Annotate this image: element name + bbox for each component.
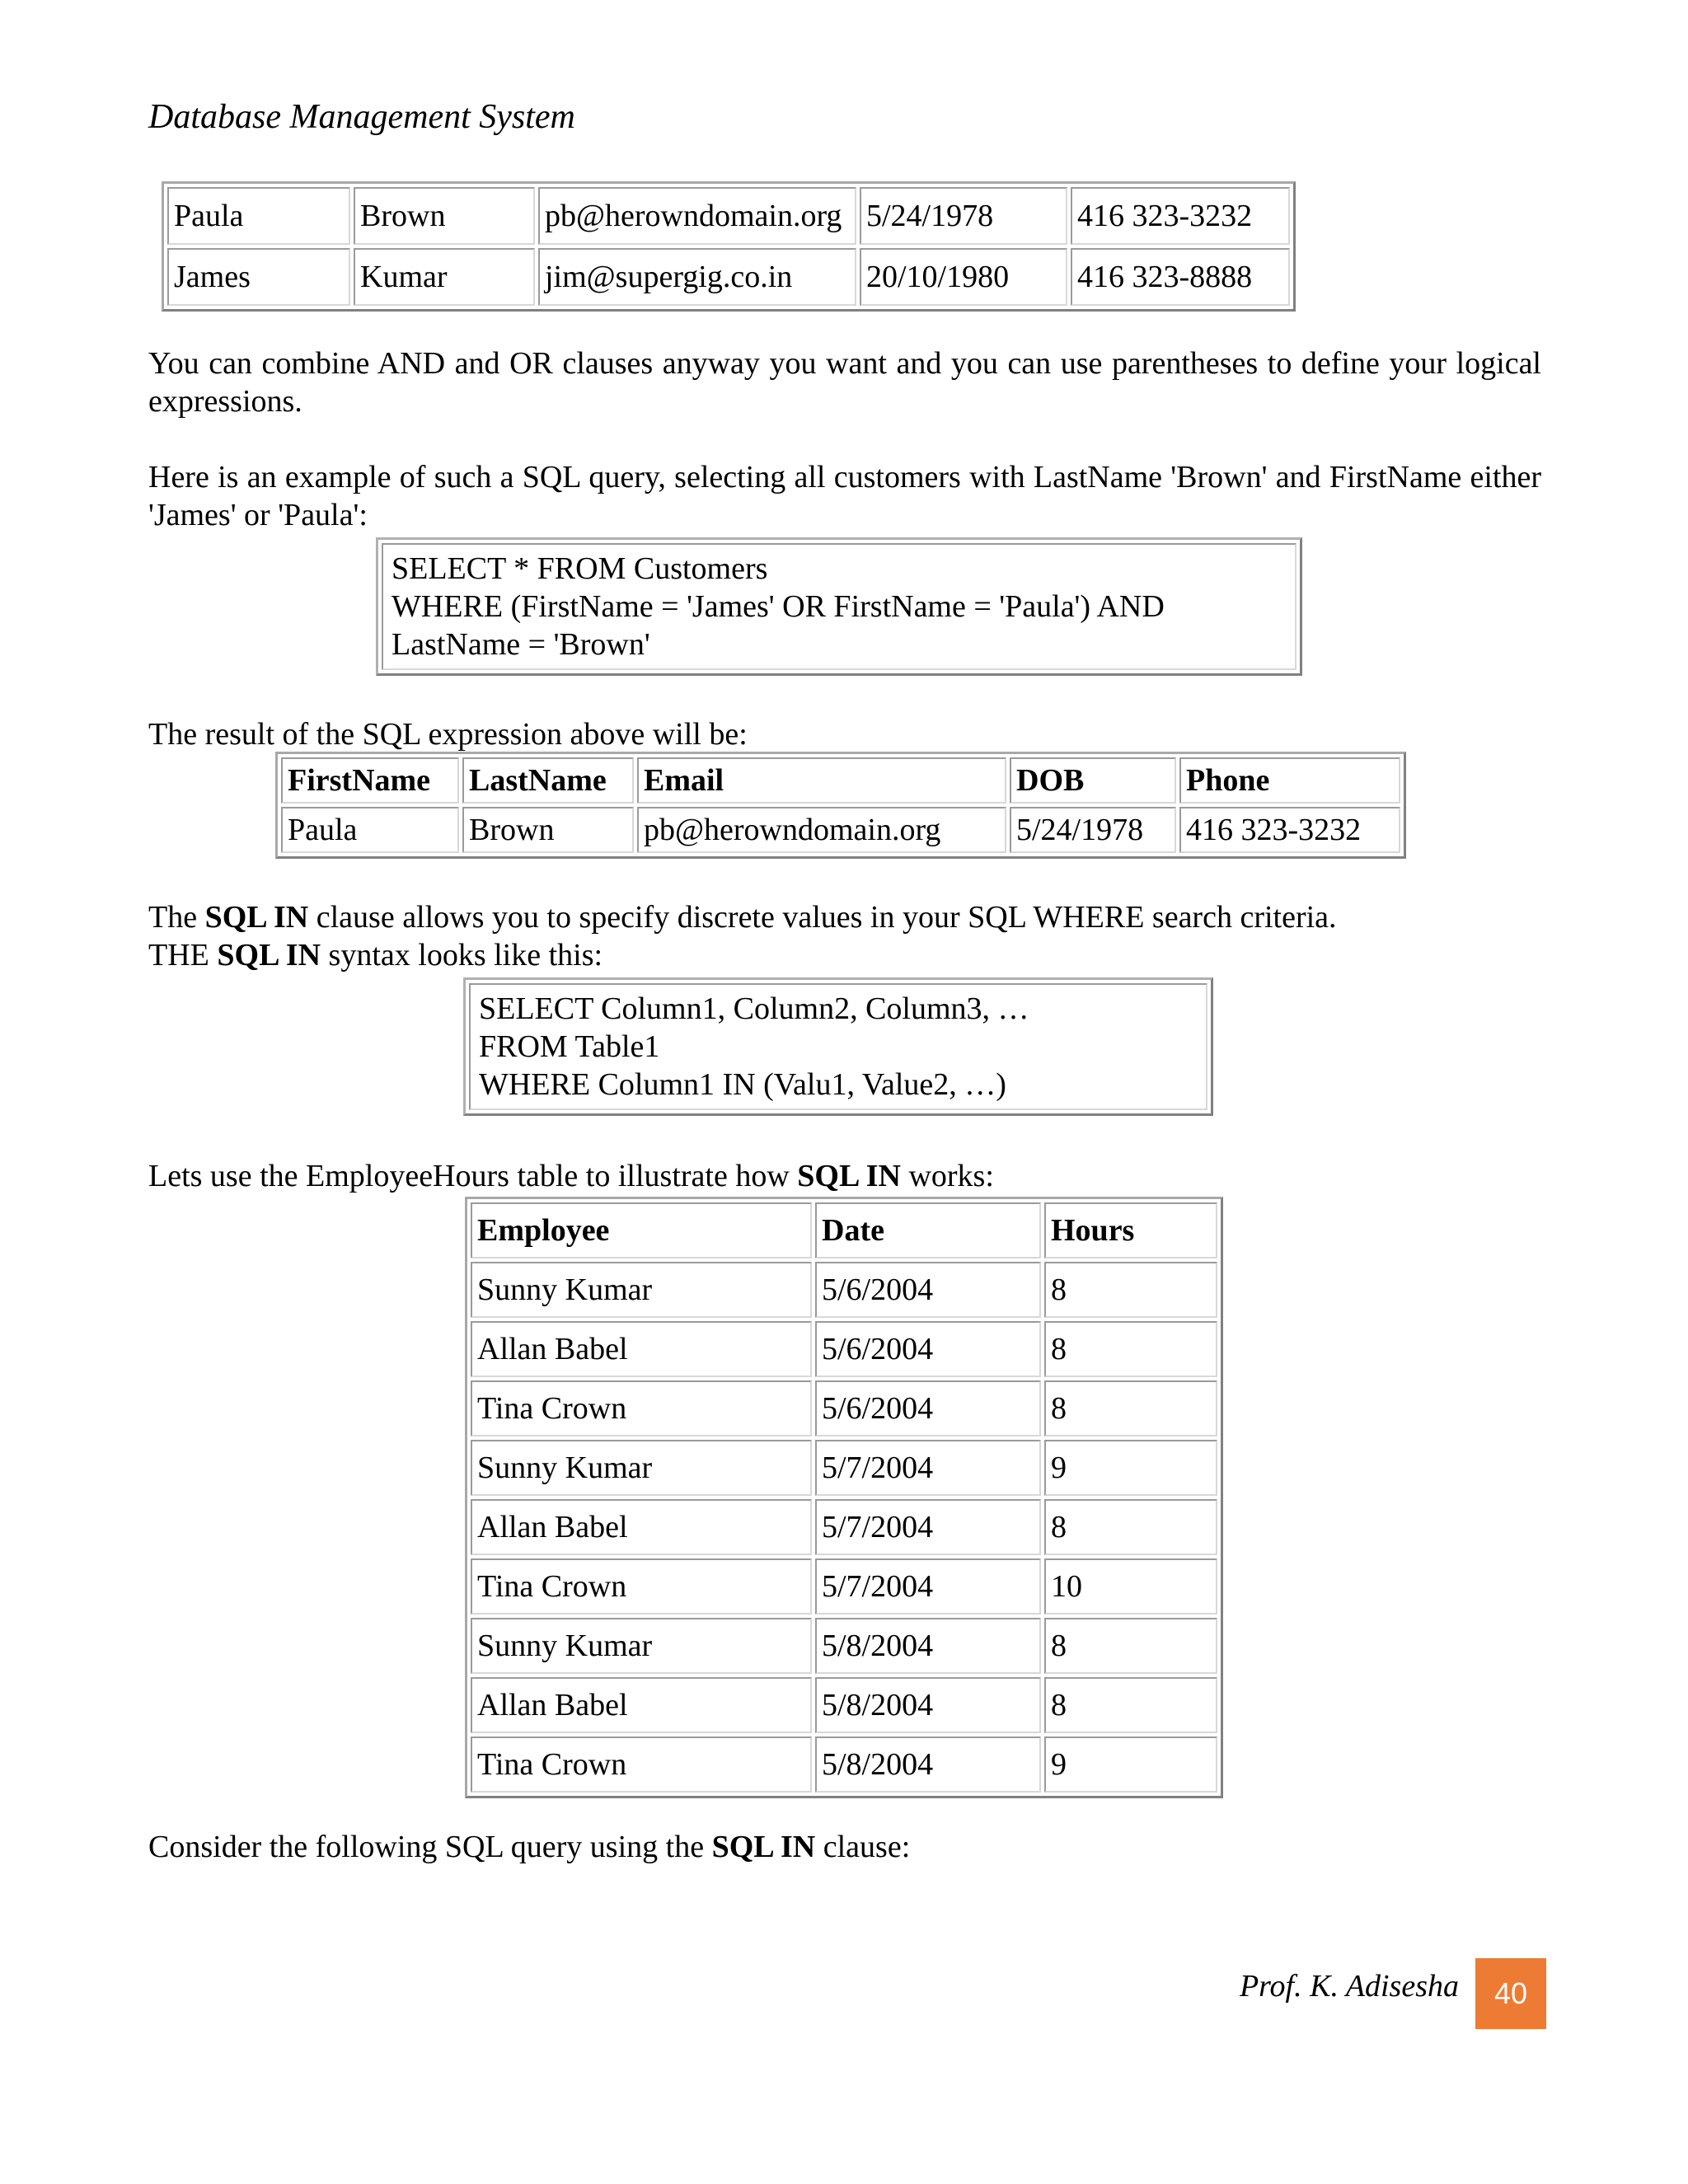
table-cell: Sunny Kumar xyxy=(471,1440,812,1496)
table-row xyxy=(471,1321,1217,1377)
paragraph-example-intro: Here is an example of such a SQL query, selecting all customers with LastName 'Brown' and FirstName either 'James' or 'Paula': xyxy=(148,460,1541,532)
bold-term: SQL IN xyxy=(204,900,309,935)
text-span: The xyxy=(148,900,205,935)
table-cell: 8 xyxy=(1044,1321,1217,1377)
table-header-cell: Email xyxy=(637,757,1006,804)
table-header-cell: Date xyxy=(815,1202,1041,1258)
result-table-body xyxy=(281,807,1400,853)
text-span: syntax looks like this: xyxy=(321,938,603,972)
table-cell: 5/7/2004 xyxy=(815,1558,1041,1615)
table-cell: 8 xyxy=(1044,1262,1217,1318)
page-header-title: Database Management System xyxy=(148,98,575,136)
table-cell: Allan Babel xyxy=(471,1677,812,1733)
table-row xyxy=(471,1262,1217,1318)
table-cell: 8 xyxy=(1044,1380,1217,1436)
table-cell: Tina Crown xyxy=(471,1736,812,1793)
table-cell: 416 323-3232 xyxy=(1179,807,1400,853)
text-span: THE xyxy=(148,938,218,972)
customers-table-partial xyxy=(162,181,1296,312)
table-cell: 5/24/1978 xyxy=(860,187,1067,245)
table-row xyxy=(471,1618,1217,1674)
table-cell: Kumar xyxy=(354,248,535,306)
bold-term: SQL IN xyxy=(711,1830,816,1864)
table-cell: 416 323-8888 xyxy=(1071,248,1290,306)
table-cell: 5/6/2004 xyxy=(815,1321,1041,1377)
paragraph-result-intro: The result of the SQL expression above will be: xyxy=(148,717,748,752)
sql-code-and-or: SELECT * FROM Customers WHERE (FirstName = 'James' OR FirstName = 'Paula') AND LastName = 'Brown' xyxy=(382,543,1296,670)
table-cell: jim@supergig.co.in xyxy=(538,248,856,306)
table-row xyxy=(471,1677,1217,1733)
table-row xyxy=(471,1499,1217,1555)
table-cell: 5/6/2004 xyxy=(815,1380,1041,1436)
table-cell: 8 xyxy=(1044,1499,1217,1555)
sql-code-in-syntax: SELECT Column1, Column2, Column3, … FROM Table1 WHERE Column1 IN (Valu1, Value2, …) xyxy=(469,983,1207,1110)
table-header-cell: FirstName xyxy=(281,757,459,804)
table-cell: pb@herowndomain.org xyxy=(538,187,856,245)
table-cell: Sunny Kumar xyxy=(471,1262,812,1318)
text-span: Lets use the EmployeeHours table to illustrate how xyxy=(148,1159,798,1193)
table-cell: Sunny Kumar xyxy=(471,1618,812,1674)
footer-author: Prof. K. Adisesha xyxy=(1239,1969,1459,2004)
text-span: clause: xyxy=(815,1830,911,1864)
table-cell: 5/8/2004 xyxy=(815,1677,1041,1733)
table-header-cell: DOB xyxy=(1010,757,1176,804)
result-table xyxy=(275,752,1406,859)
sql-code-box-and-or xyxy=(376,537,1302,676)
table-cell: James xyxy=(167,248,350,306)
table-cell: Brown xyxy=(354,187,535,245)
table-cell: 5/6/2004 xyxy=(815,1262,1041,1318)
table-cell: 5/7/2004 xyxy=(815,1499,1041,1555)
table-cell: 9 xyxy=(1044,1440,1217,1496)
bold-term: SQL IN xyxy=(797,1159,901,1193)
table-header-cell: Employee xyxy=(471,1202,812,1258)
table-cell: Brown xyxy=(462,807,634,853)
employeehours-table-body xyxy=(471,1262,1217,1793)
table-row xyxy=(471,1380,1217,1436)
table-row xyxy=(167,187,1290,245)
table-cell: 416 323-3232 xyxy=(1071,187,1290,245)
table-row xyxy=(471,1558,1217,1615)
table-cell: 5/8/2004 xyxy=(815,1736,1041,1793)
text-span: Consider the following SQL query using the xyxy=(148,1830,712,1864)
table-cell: Allan Babel xyxy=(471,1321,812,1377)
employeehours-table xyxy=(465,1197,1223,1798)
table-cell: pb@herowndomain.org xyxy=(637,807,1006,853)
page-number-badge xyxy=(1475,1958,1546,2029)
paragraph-employeehours-intro xyxy=(148,1157,1541,1195)
table-header-cell: Phone xyxy=(1179,757,1400,804)
table-cell: Tina Crown xyxy=(471,1558,812,1615)
table-row xyxy=(471,1440,1217,1496)
paragraph-combine-clauses: You can combine AND and OR clauses anyway you want and you can use parentheses to define your logical expressions. xyxy=(148,346,1541,419)
bold-term: SQL IN xyxy=(217,938,321,972)
page-number: 40 xyxy=(1493,1976,1528,2010)
table-cell: 10 xyxy=(1044,1558,1217,1615)
text-span: works: xyxy=(900,1159,994,1193)
paragraph-sql-in-description xyxy=(148,898,1541,974)
text-span: clause allows you to specify discrete values in your SQL WHERE search criteria. xyxy=(308,900,1337,935)
table-row xyxy=(167,248,1290,306)
table-cell: 5/8/2004 xyxy=(815,1618,1041,1674)
table-row xyxy=(471,1736,1217,1793)
table-cell: 20/10/1980 xyxy=(860,248,1067,306)
table-cell: Paula xyxy=(281,807,459,853)
table-cell: Tina Crown xyxy=(471,1380,812,1436)
table-cell: 9 xyxy=(1044,1736,1217,1793)
table-cell: 8 xyxy=(1044,1677,1217,1733)
table-header-cell: LastName xyxy=(462,757,634,804)
employeehours-header-row xyxy=(471,1202,1217,1258)
table-row xyxy=(281,807,1400,853)
customers-table-body xyxy=(167,187,1290,306)
table-cell: Allan Babel xyxy=(471,1499,812,1555)
table-cell: 8 xyxy=(1044,1618,1217,1674)
table-cell: 5/24/1978 xyxy=(1010,807,1176,853)
result-table-header-row xyxy=(281,757,1400,804)
paragraph-consider-query xyxy=(148,1828,1541,1866)
table-cell: Paula xyxy=(167,187,350,245)
sql-code-box-in-syntax xyxy=(463,977,1213,1116)
table-header-cell: Hours xyxy=(1044,1202,1217,1258)
table-cell: 5/7/2004 xyxy=(815,1440,1041,1496)
